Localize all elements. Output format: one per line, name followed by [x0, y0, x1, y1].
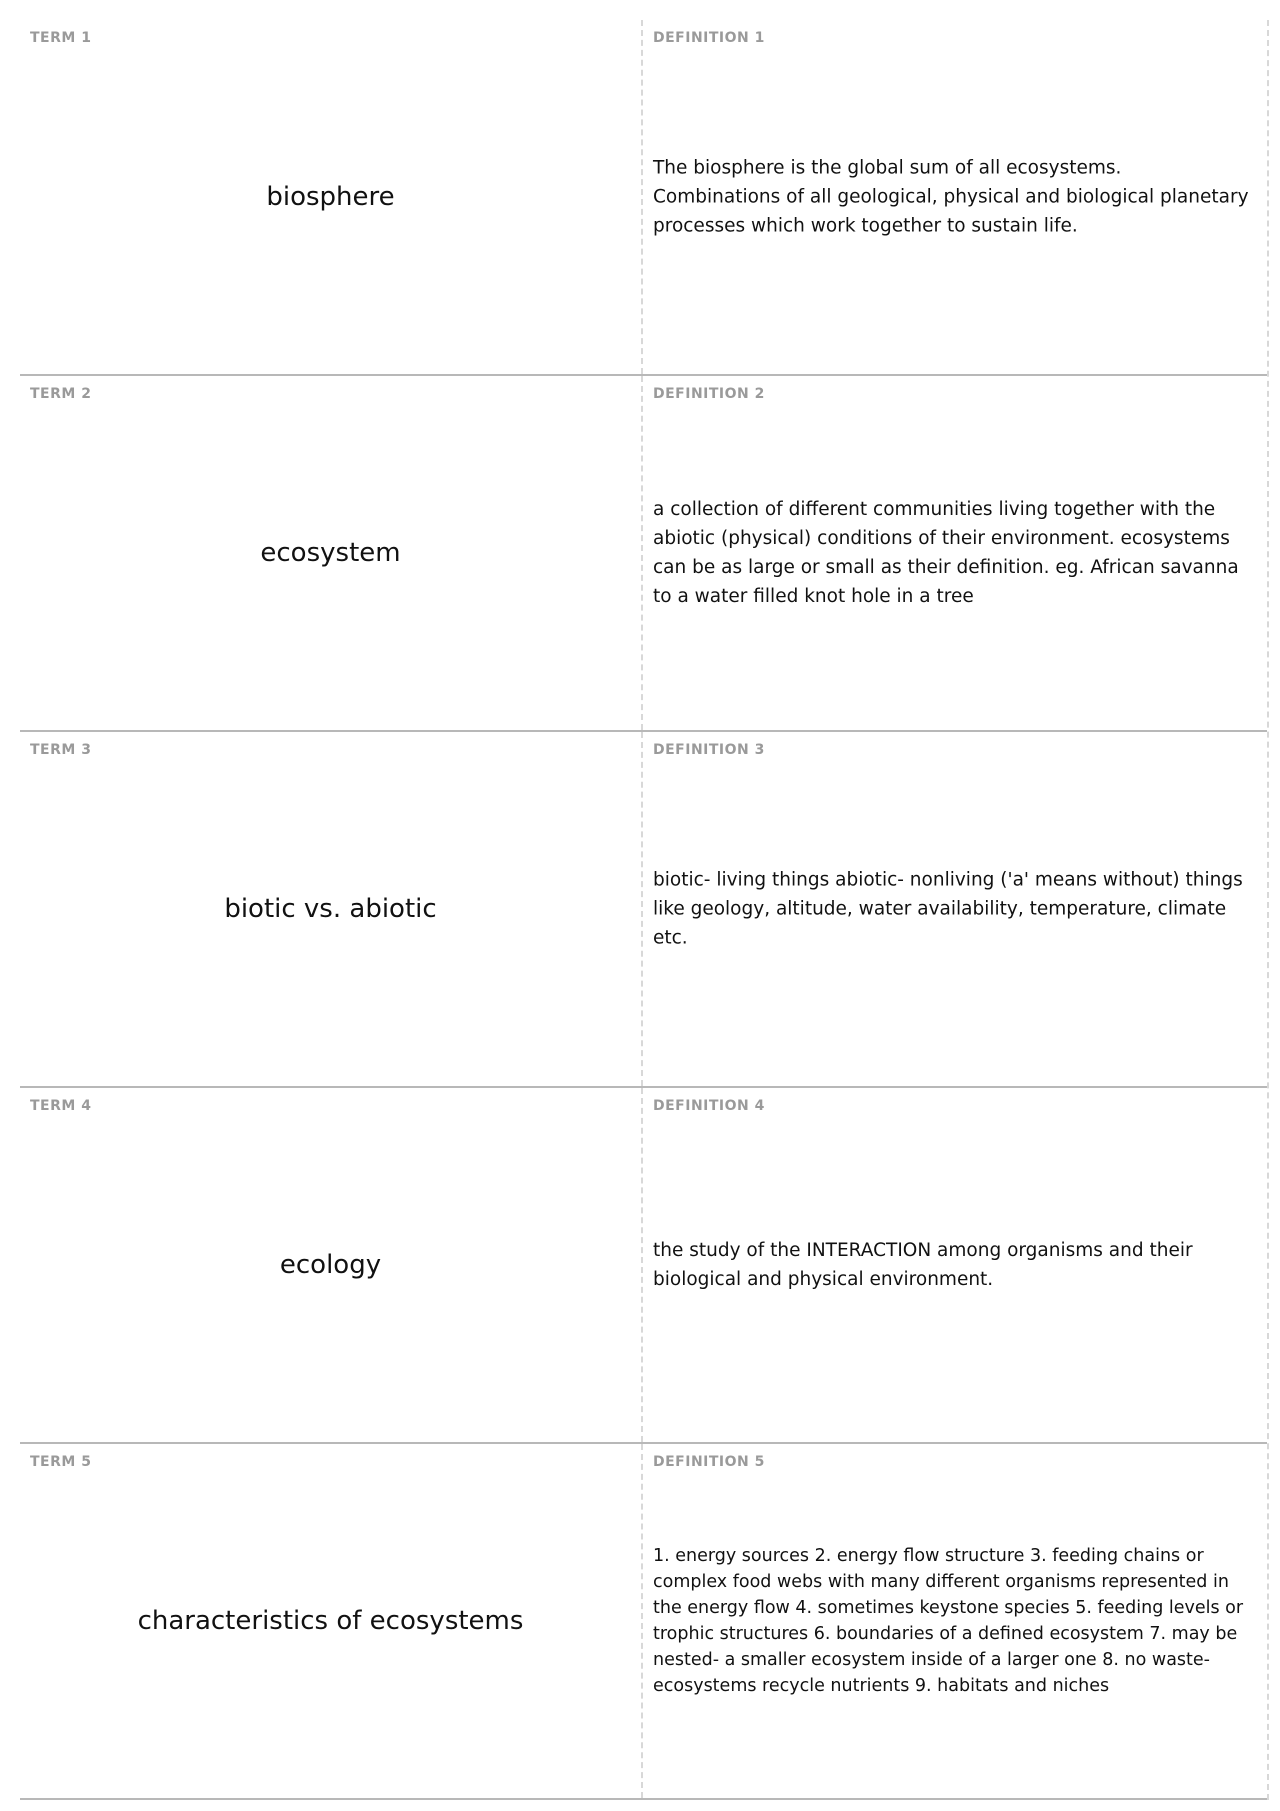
flashcard-sheet: [20, 20, 1269, 1800]
definition-label: DEFINITION 2: [653, 386, 765, 402]
definition-cell: [643, 20, 1267, 374]
definition-text: 1. energy sources 2. energy flow structure 3. feeding chains or complex food webs with many different organisms represented in the energy flow 4. sometimes keystone species 5. feeding levels or trophic structures 6. boundaries of a defined ecosystem 7. may be nested- a smaller ecosystem inside of a larger one 8. no waste- ecosystems recycle nutrients 9. habitats and niches: [653, 1546, 1244, 1696]
flashcard-row-2: [20, 376, 1267, 732]
term-label: TERM 2: [30, 386, 92, 402]
flashcard-row-1: [20, 20, 1267, 376]
term-label: TERM 4: [30, 1098, 92, 1114]
term-text: characteristics of ecosystems: [137, 1606, 524, 1636]
definition-cell: [643, 1444, 1267, 1798]
definition-label: DEFINITION 1: [653, 30, 765, 46]
definition-text: a collection of different communities living together with the abiotic (physical) conditions of their environment. ecosystems can be as large or small as their definition. eg. African savanna to a water filled knot hole in a tree: [653, 499, 1239, 607]
definition-label: DEFINITION 3: [653, 742, 765, 758]
term-text: biosphere: [266, 182, 395, 212]
flashcard-row-3: [20, 732, 1267, 1088]
term-cell: [20, 20, 643, 374]
definition-label: DEFINITION 5: [653, 1454, 765, 1470]
definition-cell: [643, 376, 1267, 730]
term-cell: [20, 1444, 643, 1798]
term-text: biotic vs. abiotic: [224, 894, 437, 924]
term-cell: [20, 1088, 643, 1442]
definition-label: DEFINITION 4: [653, 1098, 765, 1114]
term-cell: [20, 376, 643, 730]
term-cell: [20, 732, 643, 1086]
term-text: ecology: [279, 1250, 382, 1280]
flashcard-row-5: [20, 1444, 1267, 1800]
definition-text: biotic- living things abiotic- nonliving ('a' means without) things like geology, altitude, water availability, temperature, climate etc.: [653, 869, 1243, 949]
term-text: ecosystem: [260, 538, 401, 568]
definition-cell: [643, 732, 1267, 1086]
definition-text: The biosphere is the global sum of all ecosystems. Combinations of all geological, physical and biological planetary processes which work together to sustain life.: [653, 157, 1249, 237]
flashcard-row-4: [20, 1088, 1267, 1444]
term-label: TERM 5: [30, 1454, 92, 1470]
definition-cell: [643, 1088, 1267, 1442]
definition-text: the study of the INTERACTION among organisms and their biological and physical environment.: [653, 1240, 1193, 1290]
term-label: TERM 3: [30, 742, 92, 758]
term-label: TERM 1: [30, 30, 92, 46]
